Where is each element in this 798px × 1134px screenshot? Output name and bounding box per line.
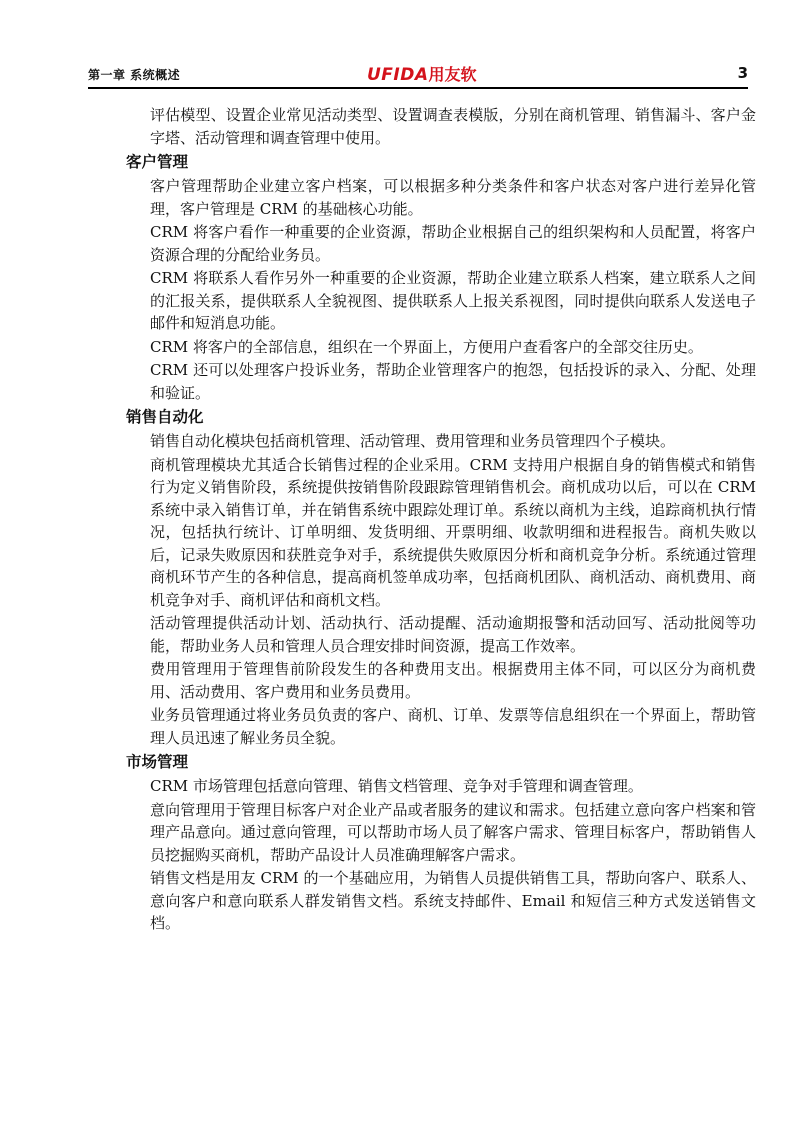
logo-mark: UFIDA [367,65,429,85]
document-body [126,104,756,936]
paragraph: 销售文档是用友 CRM 的一个基础应用，为销售人员提供销售工具，帮助向客户、联系人、意向客户和意向联系人群发销售文档。系统支持邮件、Email 和短信三种方式发送销售文档。 [150,869,756,932]
ufida-logo [367,62,477,85]
paragraph: CRM 将客户的全部信息，组织在一个界面上，方便用户查看客户的全部交往历史。 [150,337,703,356]
chapter-title: 第一章 系统概述 [88,68,181,82]
paragraph: 评估模型、设置企业常见活动类型、设置调查表模版，分别在商机管理、销售漏斗、客户金字塔、活动管理和调查管理中使用。 [150,106,756,147]
paragraph: 业务员管理通过将业务员负责的客户、商机、订单、发票等信息组织在一个界面上，帮助管理人员迅速了解业务员全貌。 [150,706,756,747]
paragraph: CRM 将联系人看作另外一种重要的企业资源，帮助企业建立联系人档案，建立联系人之间的汇报关系，提供联系人全貌视图、提供联系人上报关系视图，同时提供向联系人发送电子邮件和短消息功能。 [150,269,756,332]
paragraph: 客户管理帮助企业建立客户档案，可以根据多种分类条件和客户状态对客户进行差异化管理，客户管理是 CRM 的基础核心功能。 [150,177,756,218]
paragraph: 商机管理模块尤其适合长销售过程的企业采用。CRM 支持用户根据自身的销售模式和销售行为定义销售阶段，系统提供按销售阶段跟踪管理销售机会。商机成功以后，可以在 CRM 系统中录入销售订单，并在销售系统中跟踪处理订单。系统以商机为主线，追踪商机执行情况，包括执行统计、订单明细、发货明细、开票明细、收款明细和进程报告。商机失败以后，记录失败原因和获胜竞争对手，系统提供失败原因分析和商机竞争分析。系统通过管理商机环节产生的各种信息，提高商机签单成功率，包括商机团队、商机活动、商机费用、商机竞争对手、商机评估和商机文档。 [150,455,756,609]
logo-chinese: 用友软 [428,65,477,84]
section-heading: 销售自动化 [126,408,204,426]
paragraph: CRM 还可以处理客户投诉业务，帮助企业管理客户的抱怨，包括投诉的录入、分配、处理和验证。 [150,361,756,402]
paragraph: 费用管理用于管理售前阶段发生的各种费用支出。根据费用主体不同，可以区分为商机费用、活动费用、客户费用和业务员费用。 [150,660,756,701]
header-rule [88,87,748,89]
section-heading: 客户管理 [126,153,189,171]
section-heading: 市场管理 [126,753,189,771]
paragraph: 活动管理提供活动计划、活动执行、活动提醒、活动逾期报警和活动回写、活动批阅等功能，帮助业务人员和管理人员合理安排时间资源，提高工作效率。 [150,614,756,655]
page-header [88,64,748,86]
paragraph: CRM 将客户看作一种重要的企业资源，帮助企业根据自己的组织架构和人员配置，将客户资源合理的分配给业务员。 [150,223,756,264]
paragraph: 销售自动化模块包括商机管理、活动管理、费用管理和业务员管理四个子模块。 [150,432,676,450]
paragraph: CRM 市场管理包括意向管理、销售文档管理、竞争对手管理和调查管理。 [150,777,643,795]
paragraph: 意向管理用于管理目标客户对企业产品或者服务的建议和需求。包括建立意向客户档案和管理产品意向。通过意向管理，可以帮助市场人员了解客户需求、管理目标客户，帮助销售人员挖掘购买商机，帮助产品设计人员准确理解客户需求。 [150,800,756,864]
page-number: 3 [737,64,748,82]
